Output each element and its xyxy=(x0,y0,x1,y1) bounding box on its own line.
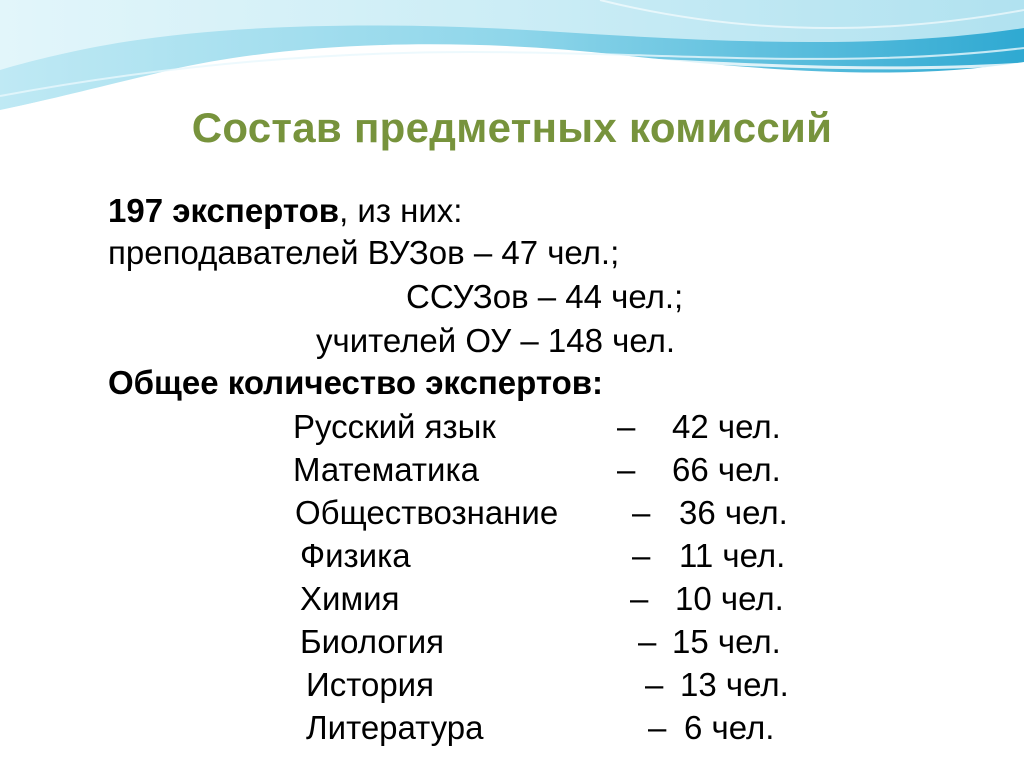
subject-dash: – xyxy=(648,709,667,746)
experts-tail: , из них: xyxy=(339,192,463,229)
subject-name: Биология xyxy=(300,623,445,660)
subject-dash: – xyxy=(638,623,657,660)
subject-name: Обществознание xyxy=(295,494,559,531)
subject-name: Химия xyxy=(300,580,400,617)
subject-name: Математика xyxy=(293,451,479,488)
subject-dash: – xyxy=(645,666,664,703)
line-colleges: ССУЗов – 44 чел.; xyxy=(406,278,684,315)
subject-count: 10 чел. xyxy=(675,580,784,617)
subject-count: 6 чел. xyxy=(684,709,775,746)
subject-count: 42 чел. xyxy=(672,408,781,445)
subject-name: История xyxy=(306,666,434,703)
subject-dash: – xyxy=(617,408,636,445)
subject-count: 11 чел. xyxy=(679,537,786,574)
line-universities: преподавателей ВУЗов – 47 чел.; xyxy=(108,234,620,271)
line-teachers: учителей ОУ – 148 чел. xyxy=(316,322,676,359)
total-heading: Общее количество экспертов: xyxy=(108,364,604,401)
subject-name: Русский язык xyxy=(293,408,496,445)
subject-dash: – xyxy=(632,494,651,531)
subject-count: 66 чел. xyxy=(672,451,781,488)
subject-count: 36 чел. xyxy=(679,494,788,531)
subject-name: Физика xyxy=(300,537,411,574)
subject-count: 13 чел. xyxy=(680,666,789,703)
subject-name: Литература xyxy=(306,709,484,746)
subject-dash: – xyxy=(630,580,649,617)
subject-count: 15 чел. xyxy=(672,623,781,660)
experts-summary xyxy=(108,194,462,227)
subject-dash: – xyxy=(632,537,651,574)
experts-count: 197 экспертов xyxy=(108,192,340,229)
subject-dash: – xyxy=(617,451,636,488)
slide-title: Состав предметных комиссий xyxy=(191,104,833,151)
